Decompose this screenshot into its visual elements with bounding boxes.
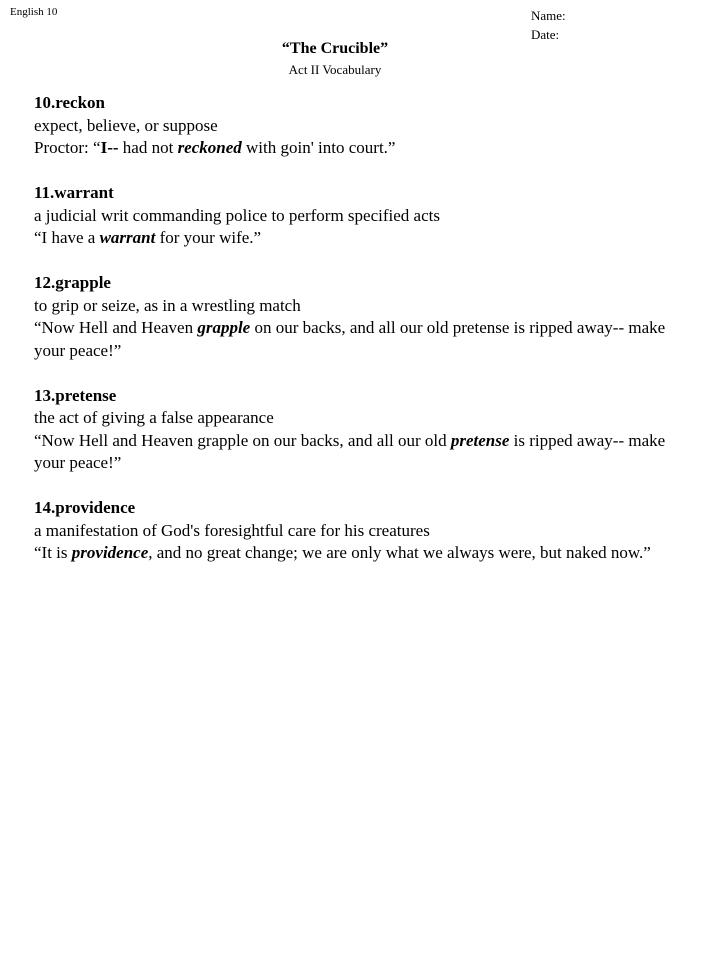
quote-keyword: pretense (450, 430, 510, 450)
quote-text: for your wife.” (155, 228, 262, 247)
quote-text: is ripped away-- make your peace!” (34, 430, 666, 472)
quote-text: on our backs, and all our old pretense is ripped away-- make your peace!” (34, 318, 666, 360)
vocab-quote (34, 542, 694, 565)
quote-text: “I have a (34, 228, 100, 247)
quote-text: “It is (34, 543, 72, 562)
quote-keyword: providence (71, 543, 149, 562)
vocab-quote (34, 137, 694, 160)
vocab-term: 11.warrant (34, 183, 114, 202)
quote-text: with goin' into court.” (241, 138, 396, 157)
quote-text: , and no great change; we are only what we always were, but naked now.” (148, 543, 651, 562)
vocab-quote (34, 317, 694, 362)
vocab-term: 13.pretense (34, 385, 117, 405)
vocab-entry-warrant (34, 182, 694, 250)
vocab-quote (34, 430, 694, 475)
quote-text: Proctor: “ (34, 138, 101, 157)
vocabulary-list (34, 92, 694, 587)
name-label: Name: (531, 8, 566, 23)
vocab-term: 14.providence (34, 498, 136, 517)
page-subtitle: Act II Vocabulary (288, 62, 382, 77)
quote-keyword: grapple (197, 318, 251, 337)
vocab-term: 12.grapple (34, 273, 111, 292)
vocab-definition: expect, believe, or suppose (34, 115, 218, 135)
course-label: English 10 (10, 6, 58, 18)
vocab-definition: to grip or seize, as in a wrestling match (34, 295, 301, 315)
vocab-entry-reckon (34, 92, 694, 160)
quote-text: had not (118, 138, 178, 157)
quote-text: “Now Hell and Heaven grapple on our backs, and all our old (34, 430, 451, 450)
quote-bold-text: I-- (100, 138, 119, 157)
quote-keyword: warrant (99, 228, 156, 247)
vocab-quote (34, 227, 694, 250)
vocab-entry-providence (34, 497, 694, 565)
date-label: Date: (531, 27, 560, 42)
page-title: “The Crucible” (281, 40, 389, 57)
vocab-definition: the act of giving a false appearance (34, 408, 274, 427)
vocab-term: 10.reckon (34, 93, 105, 112)
vocab-definition: a manifestation of God's foresightful care for his creatures (34, 520, 430, 540)
quote-text: “Now Hell and Heaven (34, 318, 198, 337)
vocab-definition: a judicial writ commanding police to perform specified acts (34, 205, 440, 225)
quote-keyword: reckoned (177, 138, 242, 157)
vocab-entry-pretense (34, 385, 694, 475)
vocab-entry-grapple (34, 272, 694, 362)
